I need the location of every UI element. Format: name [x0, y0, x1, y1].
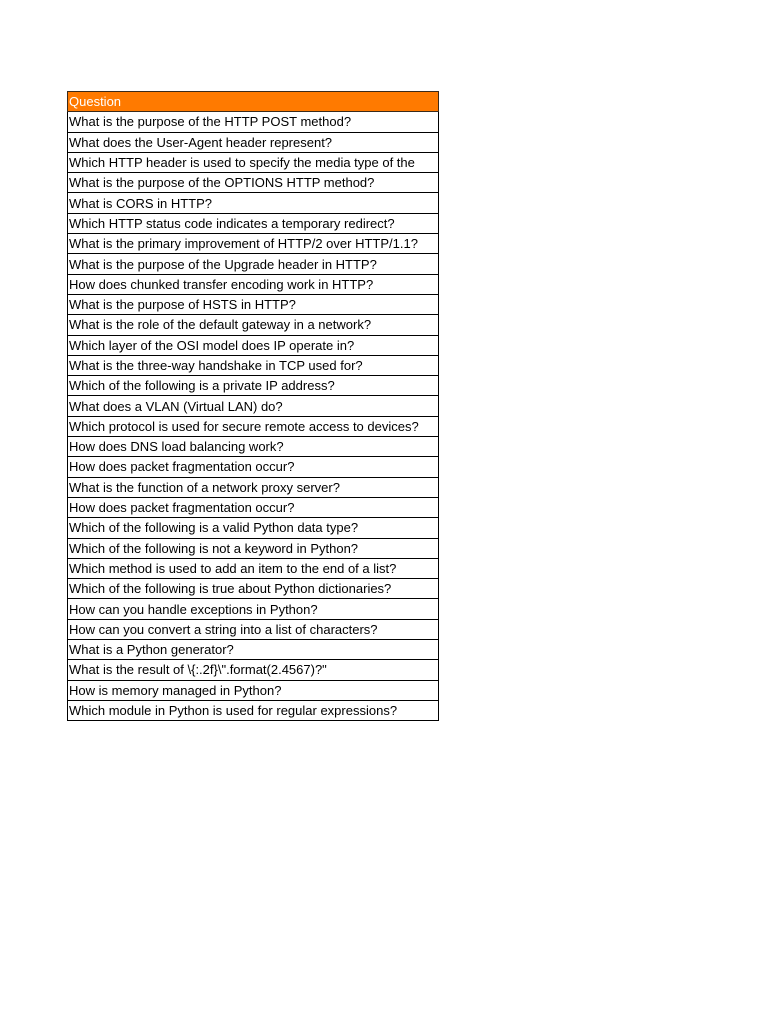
- table-row: [68, 619, 439, 639]
- question-cell[interactable]: How does DNS load balancing work?: [68, 437, 439, 457]
- table-row: [68, 680, 439, 700]
- table-row: [68, 538, 439, 558]
- table-row: [68, 579, 439, 599]
- question-cell[interactable]: Which of the following is a valid Python data type?: [68, 518, 439, 538]
- questions-table-body: [68, 112, 439, 721]
- question-cell[interactable]: Which module in Python is used for regular expressions?: [68, 700, 439, 720]
- table-row: [68, 396, 439, 416]
- table-row: [68, 558, 439, 578]
- table-row: [68, 173, 439, 193]
- question-cell[interactable]: How does chunked transfer encoding work in HTTP?: [68, 274, 439, 294]
- question-cell[interactable]: What is the primary improvement of HTTP/2 over HTTP/1.1?: [68, 234, 439, 254]
- table-row: [68, 294, 439, 314]
- question-cell[interactable]: What is the purpose of the OPTIONS HTTP method?: [68, 173, 439, 193]
- table-row: [68, 315, 439, 335]
- header-row: [68, 92, 439, 112]
- table-row: [68, 660, 439, 680]
- question-cell[interactable]: Which HTTP header is used to specify the media type of the: [68, 152, 439, 172]
- table-row: [68, 700, 439, 720]
- table-row: [68, 355, 439, 375]
- question-cell[interactable]: What is CORS in HTTP?: [68, 193, 439, 213]
- table-row: [68, 254, 439, 274]
- question-cell[interactable]: How does packet fragmentation occur?: [68, 457, 439, 477]
- table-row: [68, 376, 439, 396]
- column-header-question[interactable]: Question: [68, 92, 439, 112]
- table-row: [68, 152, 439, 172]
- table-row: [68, 457, 439, 477]
- table-row: [68, 112, 439, 132]
- question-cell[interactable]: How is memory managed in Python?: [68, 680, 439, 700]
- question-cell[interactable]: How can you convert a string into a list of characters?: [68, 619, 439, 639]
- table-row: [68, 335, 439, 355]
- table-row: [68, 132, 439, 152]
- spreadsheet: [67, 91, 439, 721]
- question-cell[interactable]: Which HTTP status code indicates a temporary redirect?: [68, 213, 439, 233]
- question-cell[interactable]: Which method is used to add an item to the end of a list?: [68, 558, 439, 578]
- question-cell[interactable]: What is the result of \{:.2f}\".format(2.4567)?": [68, 660, 439, 680]
- question-cell[interactable]: What is the purpose of the HTTP POST method?: [68, 112, 439, 132]
- table-row: [68, 234, 439, 254]
- question-cell[interactable]: What does the User-Agent header represent?: [68, 132, 439, 152]
- question-cell[interactable]: Which of the following is a private IP address?: [68, 376, 439, 396]
- questions-table: [67, 91, 439, 721]
- question-cell[interactable]: What does a VLAN (Virtual LAN) do?: [68, 396, 439, 416]
- question-cell[interactable]: What is the purpose of HSTS in HTTP?: [68, 294, 439, 314]
- question-cell[interactable]: Which layer of the OSI model does IP operate in?: [68, 335, 439, 355]
- question-cell[interactable]: What is the function of a network proxy server?: [68, 477, 439, 497]
- question-cell[interactable]: Which protocol is used for secure remote access to devices?: [68, 416, 439, 436]
- question-cell[interactable]: What is the role of the default gateway in a network?: [68, 315, 439, 335]
- question-cell[interactable]: What is the three-way handshake in TCP used for?: [68, 355, 439, 375]
- question-cell[interactable]: How does packet fragmentation occur?: [68, 497, 439, 517]
- table-row: [68, 416, 439, 436]
- table-row: [68, 477, 439, 497]
- question-cell[interactable]: Which of the following is not a keyword in Python?: [68, 538, 439, 558]
- table-row: [68, 497, 439, 517]
- table-row: [68, 640, 439, 660]
- table-row: [68, 437, 439, 457]
- table-row: [68, 193, 439, 213]
- question-cell[interactable]: Which of the following is true about Python dictionaries?: [68, 579, 439, 599]
- question-cell[interactable]: What is a Python generator?: [68, 640, 439, 660]
- table-row: [68, 599, 439, 619]
- table-row: [68, 213, 439, 233]
- question-cell[interactable]: How can you handle exceptions in Python?: [68, 599, 439, 619]
- table-row: [68, 518, 439, 538]
- question-cell[interactable]: What is the purpose of the Upgrade header in HTTP?: [68, 254, 439, 274]
- table-row: [68, 274, 439, 294]
